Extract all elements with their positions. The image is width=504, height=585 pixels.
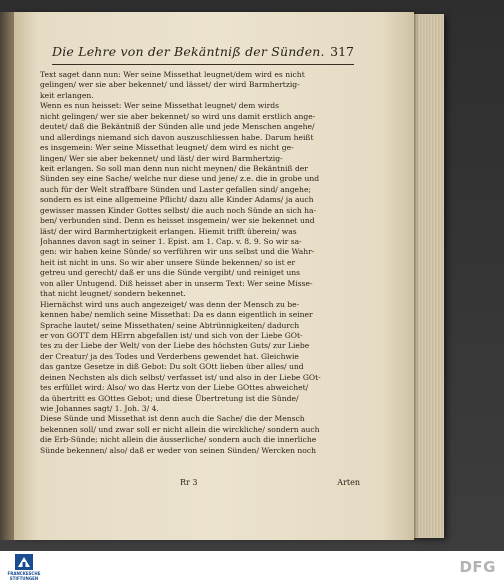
text-line: sondern es ist eine allgemeine Pflicht/ dazu alle Kinder Adams/ ja auch (40, 195, 314, 205)
text-line: da übertritt es GOttes Gebot; und diese Übertretung ist die Sünde/ (40, 393, 299, 403)
text-line: gen: wir haben keine Sünde/ so verführen wir uns selbst und die Wahr- (40, 247, 315, 257)
text-line: der Creatur/ ja des Todes und Verderbens gewendet hat. Gleichwie (40, 351, 299, 361)
text-line: deinen Nechsten als dich selbst/ verfasset ist/ und also in der Liebe GOt- (40, 372, 321, 382)
text-line: lingen/ Wer sie aber bekennet/ und läst/ der wird Barmhertzig- (40, 153, 283, 163)
text-line: tes erfüllet wird: Also/ wo das Hertz von der Liebe GOttes abweichet/ (40, 383, 309, 393)
text-line: Johannes davon sagt in seiner 1. Epist. am 1. Cap. v. 8. 9. So wir sa- (40, 237, 302, 246)
text-line: tes zu der Liebe der Welt/ von der Liebe des höchsten Guts/ zur Liebe (40, 341, 310, 351)
text-line: er von GOTT dem HErrn abgefallen ist/ und sich von der Liebe GOt- (40, 330, 303, 340)
text-line: deutet/ daß die Bekäntniß der Sünden alle und jede Menschen angehe/ (40, 122, 315, 132)
text-line: wie Johannes sagt/ 1. Joh. 3/ 4. (40, 404, 159, 413)
header-rule (52, 64, 354, 65)
catch-line (40, 478, 360, 490)
page-edges (414, 14, 444, 538)
text-line: es insgemein: Wer seine Missethat leugnet/ dem wird es nicht ge- (40, 143, 294, 153)
text-line: ben/ verbunden sind. Denn es heisset insgemein/ wer sie bekennet und (40, 216, 315, 226)
running-title: Die Lehre von der Bekäntniß der Sünden. (52, 44, 325, 59)
text-line: kennen habe/ nemlich seine Missethat: Da es dann eigentlich in seiner (40, 310, 313, 320)
text-line: und allerdings niemand sich davon auszuschliessen habe. Darum heißt (40, 132, 314, 142)
text-line: Text saget dann nun: Wer seine Missethat leugnet/dem wird es nicht (40, 70, 305, 79)
text-line: von aller Untugend. Diß heisset aber in unserm Text: Wer seine Misse- (40, 278, 313, 288)
text-line: Hiernächst wird uns auch angezeiget/ was denn der Mensch zu be- (40, 299, 300, 309)
text-line: that nicht leugnet/ sondern bekennet. (40, 289, 186, 299)
page-number: 317 (330, 44, 354, 59)
text-line: keit erlangen. So soll man denn nun nicht meynen/ die Bekäntniß der (40, 163, 308, 173)
text-line: das gantze Gesetze in diß Gebot: Du solt GOtt lieben über alles/ und (40, 362, 304, 372)
text-line: keit erlangen. (40, 90, 94, 100)
text-line: getreu und gerecht/ daß er uns die Sünde vergibt/ und reiniget uns (40, 268, 301, 278)
text-line: Sünde bekennen/ also/ daß er weder von seinen Sünden/ Wercken noch (40, 445, 316, 455)
text-line: gewisser massen Kinder Gottes selbst/ die auch noch Sünde an sich ha- (40, 205, 317, 215)
library-label-2: STIFTUNGEN (9, 575, 39, 581)
text-line: gelingen/ wer sie aber bekennet/ und lässet/ der wird Barmhertzig- (40, 80, 300, 90)
text-line: läst/ der wird Barmhertzigkeit erlangen. Hiemit trifft überein/ was (40, 226, 297, 236)
text-line: Sprache lautet/ seine Missethaten/ seine Abtrünnigkeiten/ dadurch (40, 320, 300, 330)
library-label-1: FRANCKESCHE (7, 571, 41, 576)
catchword: Arten (337, 478, 360, 487)
text-line: Sünden sey eine Sache/ welche nur diese und jene/ z.e. die in grobe und (40, 174, 320, 184)
text-line: nicht gelingen/ wer sie aber bekennet/ so wird uns damit erstlich ange- (40, 111, 316, 121)
text-line: Wenn es nun heisset: Wer seine Missethat leugnet/ dem wirds (40, 101, 280, 111)
library-logo[interactable] (6, 553, 42, 583)
viewer-footer (0, 551, 504, 585)
text-line: heit ist nicht in uns. So wir aber unsere Sünde bekennen/ so ist er (40, 257, 296, 267)
body-text (40, 70, 360, 456)
text-line: die Erb-Sünde; nicht allein die äusserliche/ sondern auch die innerliche (40, 435, 317, 445)
signature-mark: Rr 3 (180, 478, 198, 487)
funder-logo[interactable]: DFG (459, 558, 496, 576)
library-emblem-icon (14, 553, 34, 571)
text-line: Diese Sünde und Missethat ist denn auch die Sache/ die der Mensch (40, 414, 305, 424)
text-line: auch für der Welt straffbare Sünden und Laster gefallen sind/ angehe; (40, 184, 311, 194)
text-line: bekennen soll/ und zwar soll er nicht allein die wirckliche/ sondern auch (40, 424, 320, 434)
